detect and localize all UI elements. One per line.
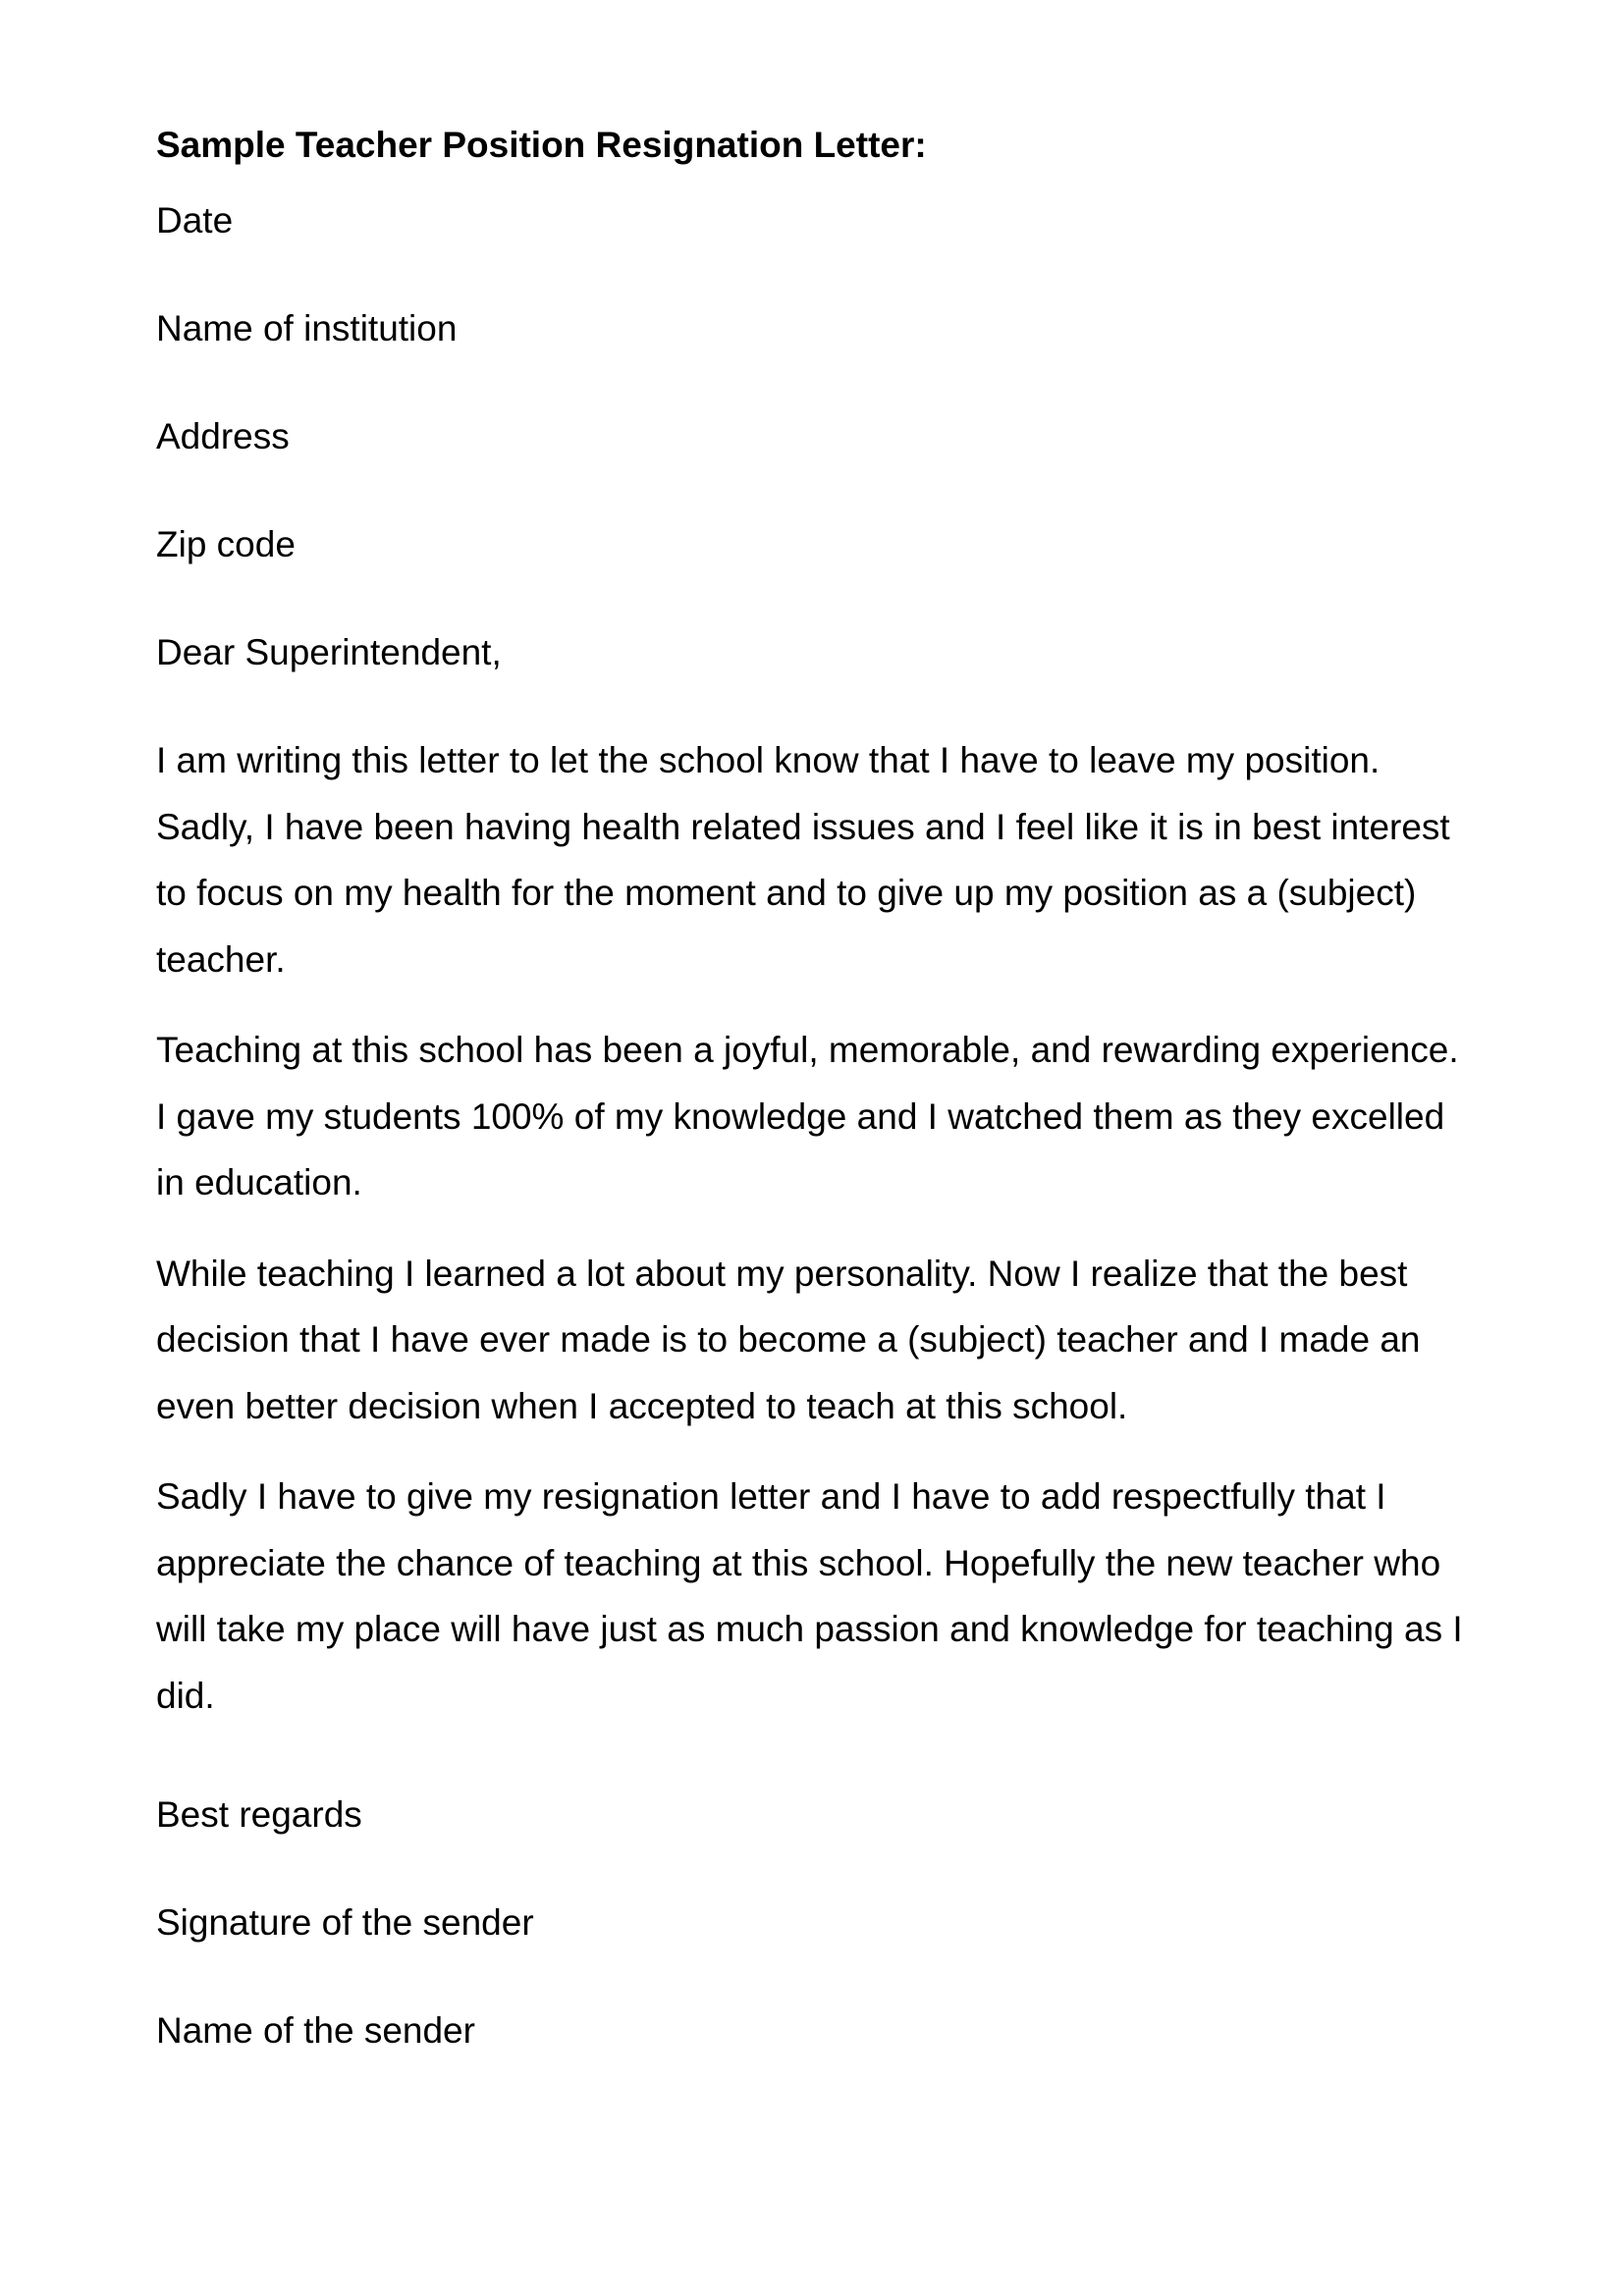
letter-page [156,124,1472,2117]
body-paragraph-2: Teaching at this school has been a joyful, memorable, and rewarding experience. I gave my students 100% of my knowledge and I watched them as they excelled in education. [156,1030,1459,1202]
body-paragraph-4: Sadly I have to give my resignation letter and I have to add respectfully that I appreciate the chance of teaching at this school. Hopefully the new teacher who will take my place will have just as much passion and knowledge for teaching as I did. [156,1476,1463,1716]
letter-title: Sample Teacher Position Resignation Letter: [156,125,927,165]
zip-code-line: Zip code [156,524,296,564]
salutation: Dear Superintendent, [156,632,502,672]
body-paragraph-3: While teaching I learned a lot about my personality. Now I realize that the best decision that I have ever made is to become a (subject) teacher and I made an even better decision when I accepted to teach at this school. [156,1253,1421,1426]
signature-line: Signature of the sender [156,1902,534,1943]
institution-line: Name of institution [156,308,458,348]
body-paragraph-1: I am writing this letter to let the school know that I have to leave my position. Sadly, I have been having health related issues and I feel like it is in best interest to focus on my health for the moment and to give up my position as a (subject) teacher. [156,740,1450,980]
closing-line: Best regards [156,1794,362,1835]
address-line: Address [156,416,290,456]
date-line: Date [156,200,234,240]
sender-name-line: Name of the sender [156,2010,475,2051]
